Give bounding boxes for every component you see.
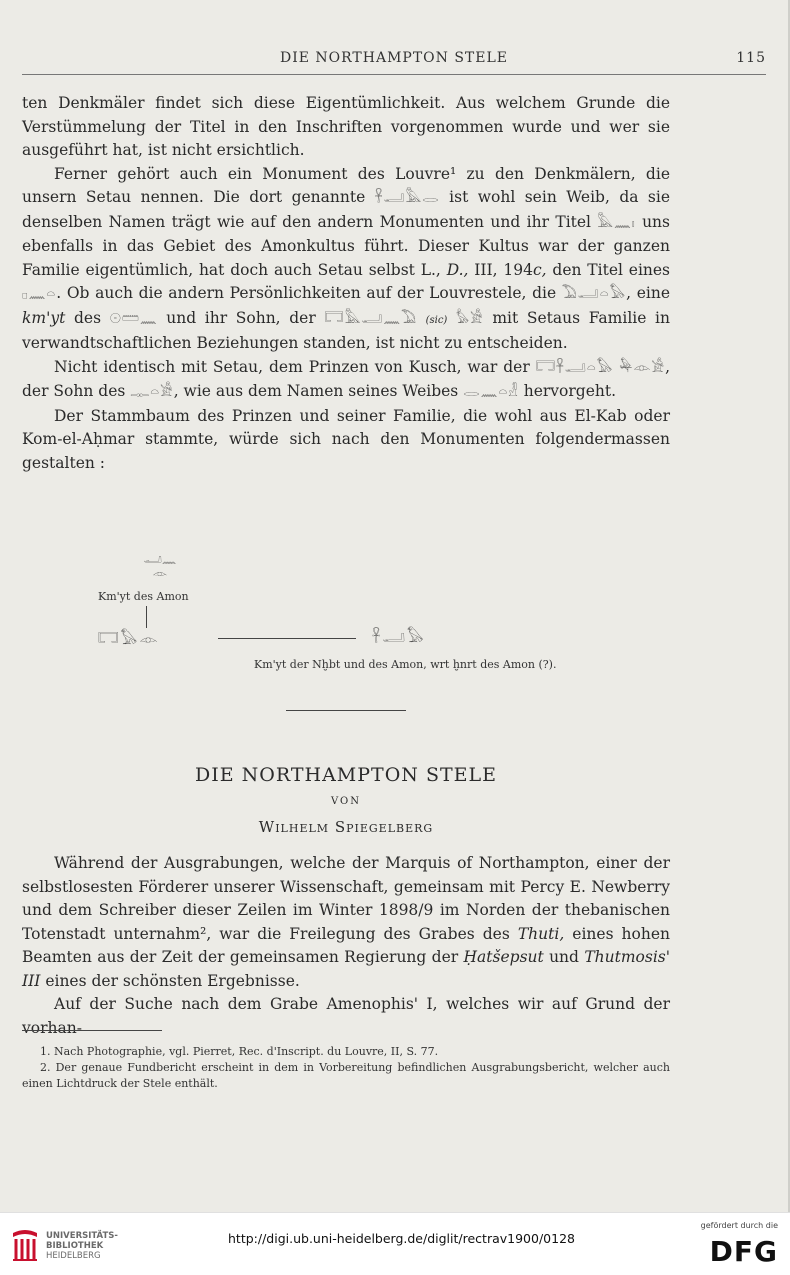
header-rule: [22, 74, 766, 75]
paragraph-5: Während der Ausgrabungen, welche der Marquis of Northampton, einer der selbstlosesten Förderer unserer Wissenschaft, gemeinsam mit Percy E. Newberry und dem Schreiber dieser Zeilen im Winter 1898/9 im Norden der thebanischen Totenstadt unternahm², war die Freilegung des Grabes des Thuti, eines hohen Beamten aus der Zeit der gemeinsamen Regierung der Ḥatšepsut und Thutmosis' III eines der schönsten Ergebnisse.: [22, 854, 671, 990]
family-tree: [22, 548, 762, 678]
hieroglyph-group: 𓊪𓈖𓏏: [22, 286, 57, 302]
paragraph-2: Ferner gehört auch ein Monument des Louvre¹ zu den Denkmälern, die unsern Setau nennen. Die dort genannte 𓋹𓂝𓅓𓂋 ist wohl sein Weib, da sie denselben Namen trägt wie auf den andern Monumenten und ihr Titel 𓅓𓈖𓏤 uns ebenfalls in das Gebiet des Amonkultus führt. Dieser Kultus war der ganzen Familie eigentümlich, hat doch auch Setau selbst L., D., III, 194c, den Titel eines 𓊪𓈖𓏏. Ob auch die andern Persönlichkeiten auf der Louvrestele, die 𓅐𓂝𓏏𓅃, eine km'yt des 𓇳𓏠𓈖 und ihr Sohn, der 𓉐𓅓𓂝𓈖𓅐 (sic) 𓅊𓀀 mit Setaus Familie in verwandtschaftlichen Beziehungen standen, ist nicht zu entscheiden.: [22, 164, 671, 352]
hieroglyph-group: 𓋹𓂝𓅓𓂋: [374, 190, 440, 206]
footnote-rule: [22, 1030, 162, 1031]
article-author: Wilhelm Spiegelberg: [258, 818, 434, 836]
page-number: 115: [736, 50, 766, 66]
running-title: DIE NORTHAMPTON STELE: [279, 50, 509, 66]
university-library-name[interactable]: UNIVERSITÄTS- BIBLIOTHEK HEIDELBERG: [46, 1231, 118, 1261]
dfg-logo[interactable]: DFG: [709, 1235, 778, 1268]
ancestor-label: Km'yt des Amon: [98, 590, 189, 603]
article-title: DIE NORTHAMPTON STELE: [195, 764, 497, 786]
hieroglyph-group: 𓊃𓏏𓀀: [130, 384, 174, 400]
section-divider: [286, 710, 406, 711]
article-byline-von: VON: [331, 796, 361, 807]
running-header: [22, 46, 766, 70]
hieroglyph-group: 𓅐𓂝𓏏𓅃: [561, 286, 627, 302]
paragraph-4: Der Stammbaum des Prinzen und seiner Familie, die wohl aus El-Kab oder Kom-el-Aḥmar stammte, würde sich nach den Monumenten folgendermassen gestalten :: [22, 406, 670, 472]
footnote-1: 1. Nach Photographie, vgl. Pierret, Rec. d'Inscript. du Louvre, II, S. 77.: [40, 1045, 439, 1058]
hieroglyph-group: 𓅆𓁹𓀀: [619, 359, 666, 376]
sic-note: (sic): [425, 314, 448, 326]
hieroglyph-group: 𓉐𓅓𓂝𓈖𓅐: [324, 310, 417, 327]
paragraph-6: Auf der Suche nach dem Grabe Amenophis' I, welches wir auf Grund der vorhan-: [22, 995, 670, 1037]
hieroglyph-group: 𓉐𓋹𓂝𓏏𓅃: [535, 359, 614, 376]
body-text-upper: [22, 92, 670, 475]
spouse-hieroglyph: 𓋹𓂝𓅃: [372, 628, 426, 646]
hieroglyph-group: 𓅊𓀀: [455, 310, 484, 327]
hieroglyph-group: 𓇳𓏠𓈖: [109, 310, 158, 327]
ancestor-hieroglyph: 𓂝𓈖 𓁹: [143, 552, 177, 580]
spouse-label: Km'yt der Nḫbt und des Amon, wrt ḫnrt des Amon (?).: [254, 658, 557, 671]
paragraph-1: ten Denkmäler findet sich diese Eigentümlichkeit. Aus welchem Grunde die Verstümmelung der Titel in den Inschriften vorgenommen wurde und wer sie ausgeführt hat, ist nicht ersichtlich.: [22, 94, 670, 159]
funding-note: gefördert durch die: [700, 1221, 778, 1230]
hieroglyph-group: 𓂋𓈖𓏏𓁐: [463, 384, 519, 400]
paragraph-3: Nicht identisch mit Setau, dem Prinzen von Kusch, war der 𓉐𓋹𓂝𓏏𓅃 𓅆𓁹𓀀, der Sohn des 𓊃𓏏𓀀, wie aus dem Namen seines Weibes 𓂋𓈖𓏏𓁐 hervorgeht.: [22, 357, 670, 400]
university-logo-icon[interactable]: [10, 1227, 40, 1263]
footnotes: [22, 1044, 670, 1092]
viewer-footer-bar: [0, 1212, 790, 1275]
permalink-url[interactable]: http://digi.ub.uni-heidelberg.de/diglit/rectrav1900/0128: [228, 1231, 575, 1246]
hieroglyph-group: 𓅓𓈖𓏤: [597, 214, 636, 231]
tree-line-horizontal: [218, 638, 356, 639]
son-hieroglyph: 𓉐𓅃𓁹: [98, 630, 160, 648]
body-text-lower: [22, 852, 670, 1040]
footnote-2: 2. Der genaue Fundbericht erscheint in dem in Vorbereitung befindlichen Ausgrabungsbericht, welcher auch einen Lichtdruck der Stele enthält.: [22, 1061, 670, 1090]
